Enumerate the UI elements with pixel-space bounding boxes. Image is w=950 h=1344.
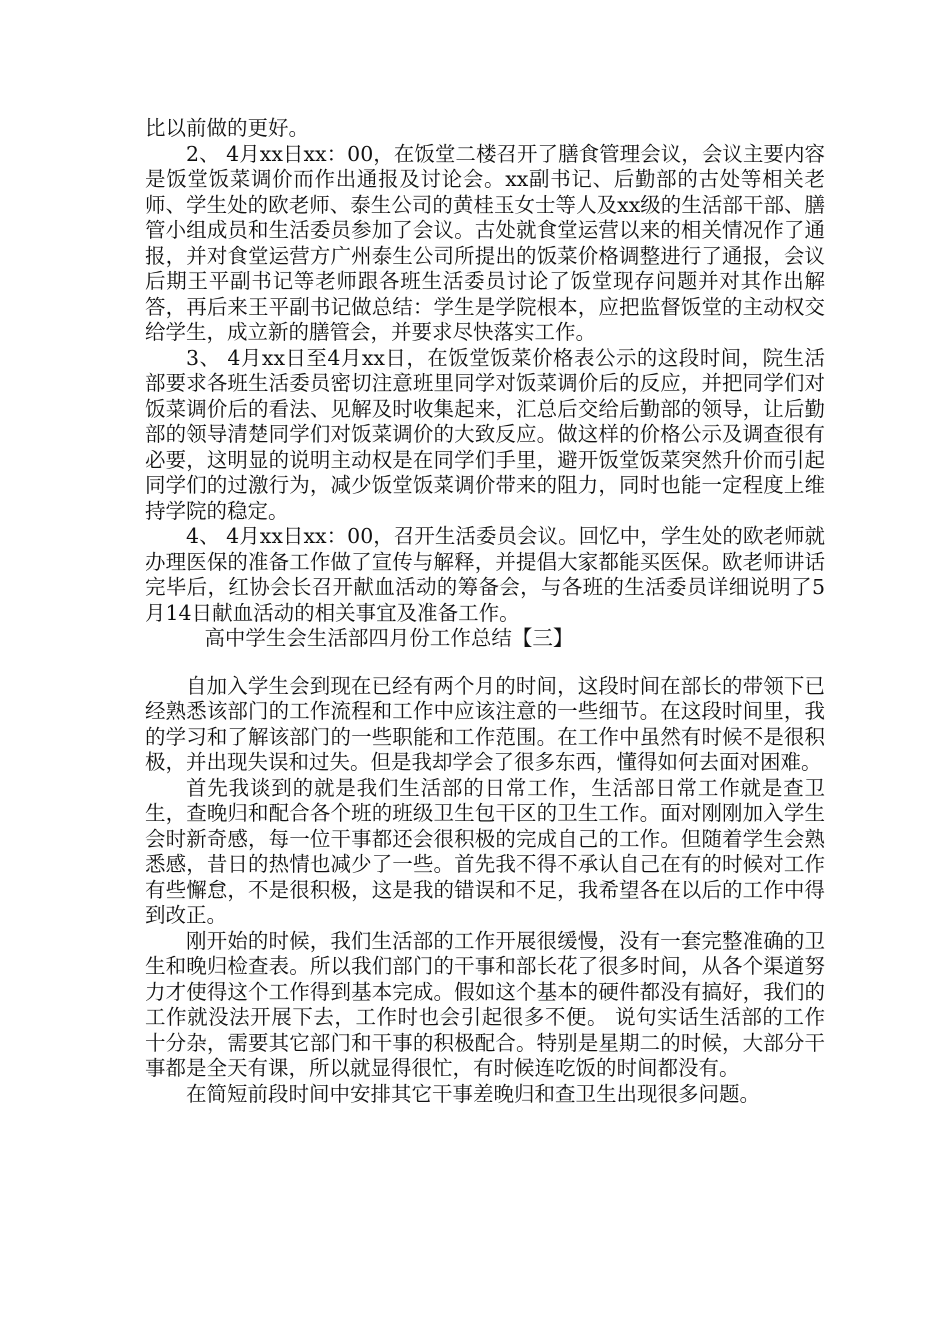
section-title: 高中学生会生活部四月份工作总结【三】 bbox=[204, 626, 574, 650]
paragraph-continuation: 比以前做的更好。 bbox=[145, 116, 309, 140]
paragraph-item-4: 4、 4月xx日xx：00，召开生活委员会议。回忆中，学生处的欧老师就办理医保的准备工作做了宣传与解释，并提倡大家都能买医保。欧老师讲话完毕后，红协会长召开献血活动的筹备会，与各班的生活委员详细说明了5月14日献血活动的相关事宜及准备工作。 bbox=[145, 524, 825, 625]
document-page bbox=[145, 116, 825, 1107]
paragraph-early-stage: 刚开始的时候，我们生活部的工作开展很缓慢，没有一套完整准确的卫生和晚归检查表。所以我们部门的干事和部长花了很多时间，从各个渠道努力才使得这个工作得到基本完成。假如这个基本的硬件都没有搞好，我们的工作就没法开展下去，工作时也会引起很多不便。 说句实话生活部的工作十分杂，需要其它部门和干事的积极配合。特别是星期二的时候，大部分干事都是全天有课，所以就显得很忙，有时候连吃饭的时间都没有。 bbox=[145, 928, 825, 1080]
blank-line bbox=[145, 652, 825, 674]
paragraph-item-3: 3、 4月xx日至4月xx日，在饭堂饭菜价格表公示的这段时间，院生活部要求各班生活委员密切注意班里同学对饭菜调价后的反应，并把同学们对饭菜调价后的看法、见解及时收集起来，汇总后交给后勤部的领导，让后勤部的领导清楚同学们对饭菜调价的大致反应。做这样的价格公示及调查很有必要，这明显的说明主动权是在同学们手里，避开饭堂饭菜突然升价而引起同学们的过激行为，减少饭堂饭菜调价带来的阻力，同时也能一定程度上维持学院的稳定。 bbox=[145, 345, 825, 523]
paragraph-problems: 在简短前段时间中安排其它干事差晚归和查卫生出现很多问题。 bbox=[186, 1081, 760, 1106]
paragraph-daily-work: 首先我谈到的就是我们生活部的日常工作，生活部日常工作就是查卫生，查晚归和配合各个班的班级卫生包干区的卫生工作。面对刚刚加入学生会时新奇感，每一位干事都还会很积极的完成自己的工作。但随着学生会熟悉感，昔日的热情也减少了一些。首先我不得不承认自己在有的时候对工作有些懈怠，不是很积极，这是我的错误和不足，我希望各在以后的工作中得到改正。 bbox=[145, 775, 825, 927]
paragraph-intro: 自加入学生会到现在已经有两个月的时间，这段时间在部长的带领下已经熟悉该部门的工作流程和工作中应该注意的一些细节。在这段时间里，我的学习和了解该部门的一些职能和工作范围。在工作中虽然有时候不是很积极，并出现失误和过失。但是我却学会了很多东西，懂得如何去面对困难。 bbox=[145, 673, 825, 774]
paragraph-item-2: 2、 4月xx日xx：00，在饭堂二楼召开了膳食管理会议，会议主要内容是饭堂饭菜调价而作出通报及讨论会。xx副书记、后勤部的古处等相关老师、学生处的欧老师、泰生公司的黄桂玉女士等人及xx级的生活部干部、膳管小组成员和生活委员参加了会议。古处就食堂运营以来的相关情况作了通报，并对食堂运营方广州泰生公司所提出的饭菜价格调整进行了通报，会议后期王平副书记等老师跟各班生活委员讨论了饭堂现存问题并对其作出解答，再后来王平副书记做总结：学生是学院根本，应把监督饭堂的主动权交给学生，成立新的膳管会，并要求尽快落实工作。 bbox=[145, 141, 825, 344]
